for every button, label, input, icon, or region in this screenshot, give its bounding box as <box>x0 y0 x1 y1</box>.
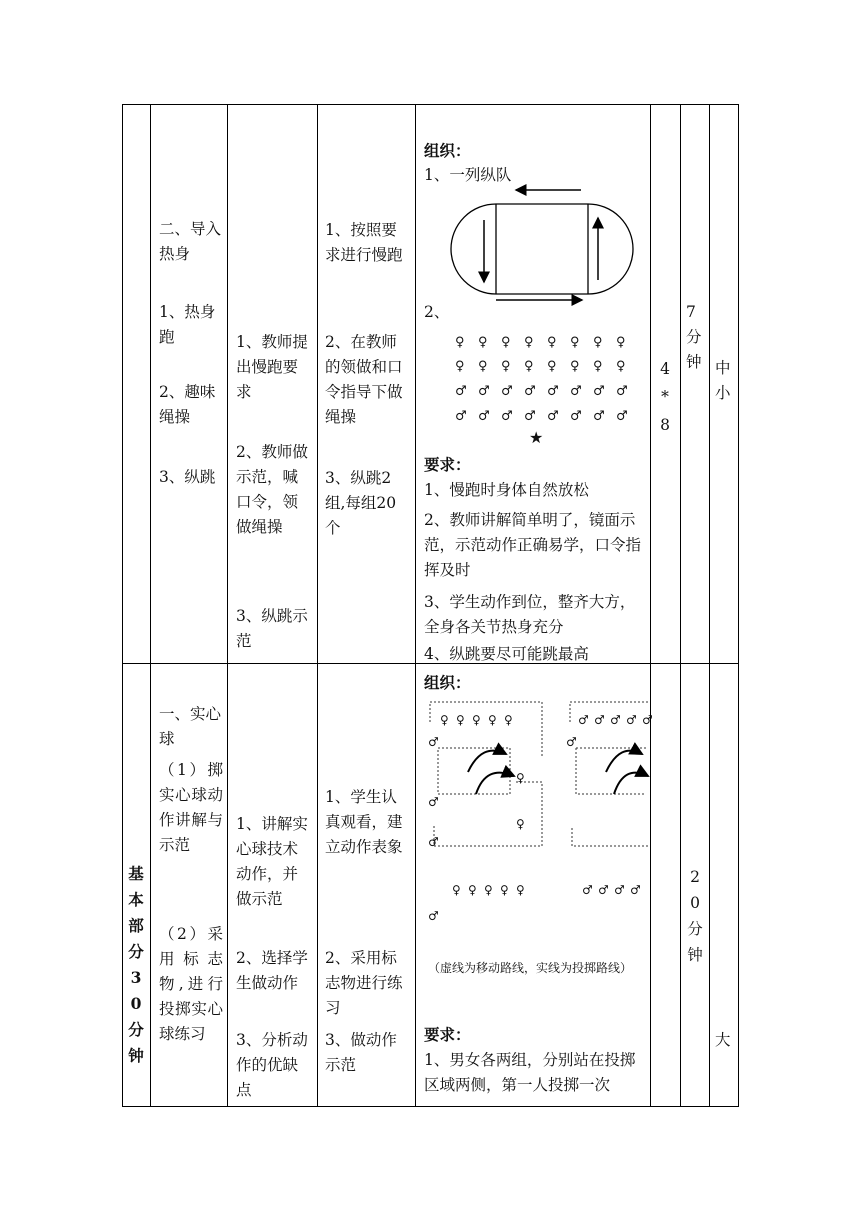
section1-requirements-title: 要求： <box>424 455 471 474</box>
section1-org-item: 2、 <box>424 303 450 321</box>
male-student-icon: ♂ <box>455 409 467 424</box>
section1-teacher-item: 1、教师提出慢跑要求 <box>236 333 308 401</box>
section1-org-item: 1、一列纵队 <box>424 166 512 184</box>
section1-intensity: 中小 <box>715 359 731 402</box>
diagram-legend-note: （虚线为移动路线，实线为投掷路线） <box>428 961 633 975</box>
female-student-icon: ♀ <box>455 359 465 374</box>
section1-teacher-item: 3、纵跳示范 <box>236 607 308 650</box>
section1-requirement: 3、学生动作到位，整齐大方，全身各关节热身充分 <box>424 593 636 636</box>
count-symbol: * <box>661 388 669 406</box>
male-student-icon: ♂ <box>524 384 536 399</box>
female-student-icon: ♀ <box>524 359 534 374</box>
male-student-icon: ♂ <box>478 409 490 424</box>
male-student-icon: ♂ <box>524 409 536 424</box>
section2-requirement: 1、男女各两组，分别站在投掷区域两侧，第一人投掷一次 <box>424 1051 636 1094</box>
male-student-icon: ♂ <box>616 384 628 399</box>
count-digit: 8 <box>660 416 670 434</box>
male-student-icon: ♂ <box>428 909 439 923</box>
section2-student-item: 3、做动作示范 <box>325 1031 397 1074</box>
male-student-icon: ♂ <box>501 409 513 424</box>
part-label-char: 基 <box>128 864 144 883</box>
male-student-icon: ♂ <box>582 883 593 897</box>
female-student-icon: ♀ <box>472 713 481 727</box>
female-student-icon: ♀ <box>504 713 513 727</box>
section1-content-item: 3、纵跳 <box>159 468 216 486</box>
male-student-icon: ♂ <box>626 713 637 727</box>
section2-teacher-item: 2、选择学生做动作 <box>236 949 308 992</box>
section1-content-item: 1、热身跑 <box>159 303 216 346</box>
female-student-icon: ♀ <box>547 335 557 350</box>
male-student-icon: ♂ <box>501 384 513 399</box>
female-student-icon: ♀ <box>484 883 493 897</box>
section2-requirements-title: 要求： <box>424 1025 471 1044</box>
count-digit: 4 <box>660 360 670 378</box>
female-student-icon: ♀ <box>455 335 465 350</box>
female-student-icon: ♀ <box>570 359 580 374</box>
female-student-icon: ♀ <box>516 771 525 785</box>
section1-org-title: 组织： <box>424 141 471 160</box>
male-student-icon: ♂ <box>594 713 605 727</box>
male-student-icon: ♂ <box>614 883 625 897</box>
female-student-icon: ♀ <box>616 335 626 350</box>
section2-content-item: （2）采用标志物,进行投掷实心球练习 <box>159 925 223 1043</box>
part-label-char: 分 <box>128 1020 144 1039</box>
male-student-icon: ♂ <box>610 713 621 727</box>
female-student-icon: ♀ <box>524 335 534 350</box>
section1-requirement: 4、纵跳要尽可能跳最高 <box>424 645 589 663</box>
male-student-icon: ♂ <box>547 409 559 424</box>
male-student-icon: ♂ <box>428 795 439 809</box>
female-student-icon: ♀ <box>478 335 488 350</box>
male-student-icon: ♂ <box>593 409 605 424</box>
section2-content-item: （1）掷实心球动作讲解与示范 <box>159 761 223 854</box>
female-student-icon: ♀ <box>452 883 461 897</box>
female-student-icon: ♀ <box>616 359 626 374</box>
part-label-char: 本 <box>128 890 144 909</box>
time-char: 分 <box>687 920 703 938</box>
male-student-icon: ♂ <box>616 409 628 424</box>
part-label-char: 0 <box>130 994 142 1013</box>
section1-content-title: 二、导入热身 <box>159 220 222 263</box>
section2-teacher-item: 1、讲解实心球技术动作，并做示范 <box>236 815 308 908</box>
part-label-char: 部 <box>128 916 144 935</box>
section2-content-title: 一、实心球 <box>159 705 222 748</box>
section1-requirement: 2、教师讲解简单明了，镜面示范，示范动作正确易学，口令指挥及时 <box>424 511 642 579</box>
male-student-icon: ♂ <box>593 384 605 399</box>
male-student-icon: ♂ <box>578 713 589 727</box>
male-student-icon: ♂ <box>566 735 577 749</box>
female-student-icon: ♀ <box>488 713 497 727</box>
female-student-icon: ♀ <box>516 883 525 897</box>
female-student-icon: ♀ <box>516 817 525 831</box>
female-student-icon: ♀ <box>468 883 477 897</box>
section1-student-item: 2、在教师的领做和口令指导下做绳操 <box>325 333 403 426</box>
male-student-icon: ♂ <box>428 835 439 849</box>
section2-student-item: 1、学生认真观看，建立动作表象 <box>325 788 403 856</box>
section2-intensity: 大 <box>715 1031 731 1049</box>
female-student-icon: ♀ <box>593 335 603 350</box>
section1-teacher-item: 2、教师做示范，喊口令，领做绳操 <box>236 443 308 536</box>
male-student-icon: ♂ <box>630 883 641 897</box>
male-student-icon: ♂ <box>428 735 439 749</box>
part-label-char: 分 <box>128 942 144 961</box>
female-student-icon: ♀ <box>440 713 449 727</box>
running-track-diagram <box>416 180 650 310</box>
male-student-icon: ♂ <box>570 409 582 424</box>
section1-student-item: 1、按照要求进行慢跑 <box>325 221 403 264</box>
section1-student-item: 3、纵跳2组,每组20个 <box>325 469 397 537</box>
section2-org-title: 组织： <box>424 673 471 692</box>
female-student-icon: ♀ <box>570 335 580 350</box>
time-char: 钟 <box>687 946 703 964</box>
male-student-icon: ♂ <box>478 384 490 399</box>
male-student-icon: ♂ <box>642 713 653 727</box>
female-student-icon: ♀ <box>456 713 465 727</box>
teacher-star-icon: ★ <box>529 428 544 447</box>
section1-time: 7分钟 <box>686 303 702 371</box>
section1-content-item: 2、趣味绳操 <box>159 383 216 426</box>
male-student-icon: ♂ <box>455 384 467 399</box>
female-student-icon: ♀ <box>547 359 557 374</box>
time-char: 0 <box>690 894 700 912</box>
female-student-icon: ♀ <box>500 883 509 897</box>
section1-requirement: 1、慢跑时身体自然放松 <box>424 481 589 499</box>
time-char: 2 <box>690 868 700 886</box>
female-student-icon: ♀ <box>501 359 511 374</box>
section2-teacher-item: 3、分析动作的优缺点 <box>236 1031 308 1099</box>
section2-student-item: 2、采用标志物进行练习 <box>325 949 403 1017</box>
female-student-icon: ♀ <box>501 335 511 350</box>
part-label-char: 3 <box>130 968 142 987</box>
part-label-char: 钟 <box>128 1046 144 1065</box>
male-student-icon: ♂ <box>598 883 609 897</box>
male-student-icon: ♂ <box>547 384 559 399</box>
female-student-icon: ♀ <box>478 359 488 374</box>
female-student-icon: ♀ <box>593 359 603 374</box>
male-student-icon: ♂ <box>570 384 582 399</box>
